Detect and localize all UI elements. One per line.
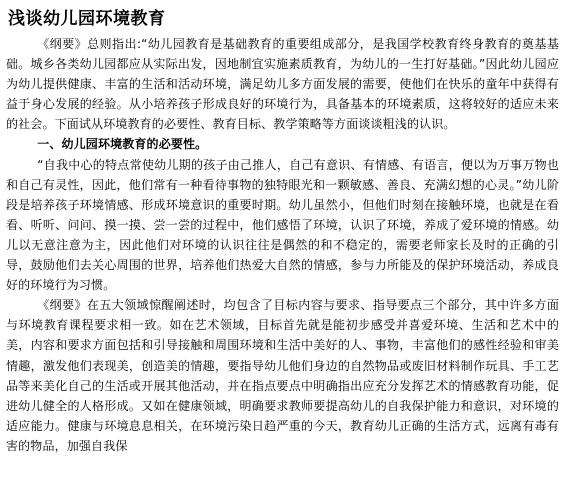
document-title: 浅谈幼儿园环境教育	[8, 9, 166, 29]
section-heading-necessity: 一、幼儿园环境教育的必要性。	[37, 137, 208, 152]
section-one-paragraph-2: 《纲要》在五大领域惊醒阐述时，均包含了目标内容与要求、指导要点三个部分，其中许多方面与环境教育课程要求相一致。如在艺术领域，目标首先就是能初步感受并喜爱环境、生活和艺术中的美，内容和要求方面包括和引导接触和周围环境和生活中美好的人、事物，丰富他们的感性经验和审美情趣，激发他们表现美，创造美的情趣，要指导幼儿他们身边的自然物品或废旧材料制作玩具、手工艺品等来美化自己的生活或开展其他活动，并在指点要点中明确指出应充分发挥艺术的情感教育功能，促进幼儿健全的人格形成。又如在健康领域，明确要求教师要提高幼儿的自我保护能力和意识，对环境的适应能力。健康与环境息息相关，在环境污染日趋严重的今天，教育幼儿正确的生活方式，远离有毒有害的物品，加强自我保	[6, 298, 559, 453]
section-one-paragraph-1: “自我中心的特点常使幼儿期的孩子由己推人，自己有意识、有情感、有语言，便以为万事万物也和自己有灵性，因此，他们常有一种看待事物的独特眼光和一颗敏感、善良、充满幻想的心灵。”幼儿阶段是培养孩子环境情感、形成环境意识的重要时期。幼儿虽然小，但他们时刻在接触环境，也就是在看看、听听、问问、摸一摸、尝一尝的过程中，他们感悟了环境，认识了环境，养成了爱环境的情感。幼儿以无意注意为主，因此他们对环境的认识往往是偶然的和不稳定的，需要老师家长及时的正确的引导，鼓励他们去关心周围的世界，培养他们热爱大自然的情感，参与力所能及的保护环境活动，养成良好的环境行为习惯。	[6, 157, 559, 293]
intro-paragraph: 《纲要》总则指出:“幼儿园教育是基础教育的重要组成部分，是我国学校教育终身教育的奠基基础。城乡各类幼儿园都应从实际出发，因地制宜实施素质教育，为幼儿的一生打好基础。”因此幼儿园应为幼儿提供健康、丰富的生活和活动环境，满足幼儿多方面发展的需要，使他们在快乐的童年中获得有益于身心发展的经验。从小培养孩子形成良好的环境行为，具备基本的环境素质，这将较好的适应未来的社会。下面试从环境教育的必要性、教育目标、教学策略等方面谈谈粗浅的认识。	[6, 37, 559, 132]
